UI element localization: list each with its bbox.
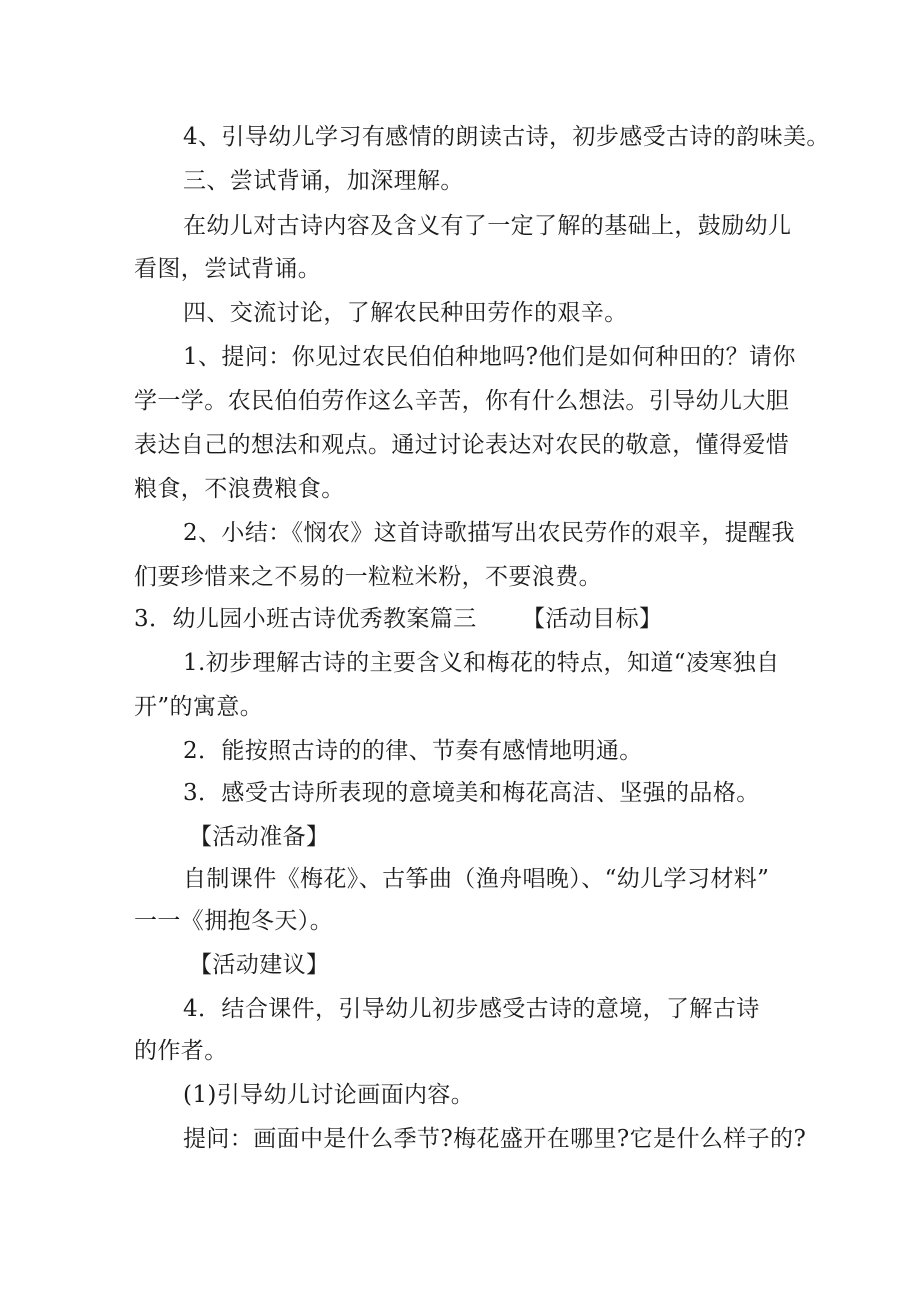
paragraph-line: 粮食，不浪费粮食。 xyxy=(134,476,345,502)
paragraph-line: 表达自己的想法和观点。通过讨论表达对农民的敬意，懂得爱惜 xyxy=(134,432,790,458)
paragraph-line: 一一《拥抱冬天）。 xyxy=(134,908,334,934)
section-heading: 四、交流讨论，了解农民种田劳作的艰辛。 xyxy=(183,300,628,326)
subheading-activity-goals: 【活动目标】 xyxy=(522,606,663,632)
paragraph-line: 看图，尝试背诵。 xyxy=(134,256,322,282)
subheading-activity-preparation: 【活动准备】 xyxy=(189,824,330,850)
paragraph-line: 1.初步理解古诗的主要含义和梅花的特点，知道“凌寒独自 xyxy=(183,650,780,676)
paragraph-line: 自制课件《梅花》、古筝曲（渔舟唱晚）、“幼儿学习材料” xyxy=(183,866,770,892)
paragraph-line: 提问：画面中是什么季节?梅花盛开在哪里?它是什么样子的? xyxy=(183,1126,807,1152)
subheading-activity-suggestions: 【活动建议】 xyxy=(189,952,330,978)
paragraph-line: 2、小结：《悯农》这首诗歌描写出农民劳作的艰辛，提醒我 xyxy=(183,520,795,546)
paragraph-line: 学一学。农民伯伯劳作这么辛苦，你有什么想法。引导幼儿大胆 xyxy=(134,388,790,414)
paragraph-line: 4．结合课件，引导幼儿初步感受古诗的意境，了解古诗 xyxy=(183,996,760,1022)
paragraph-line: 们要珍惜来之不易的一粒粒米粉，不要浪费。 xyxy=(134,564,602,590)
paragraph-line: 开”的寓意。 xyxy=(134,694,264,720)
section-heading: 三、尝试背诵，加深理解。 xyxy=(183,168,464,194)
lesson-title: 3．幼儿园小班古诗优秀教案篇三 xyxy=(134,606,477,632)
paragraph-line: 3．感受古诗所表现的意境美和梅花高洁、坚强的品格。 xyxy=(183,780,760,806)
paragraph-line: 2．能按照古诗的的律、节奏有感情地明通。 xyxy=(183,738,643,764)
paragraph-line: 4、引导幼儿学习有感情的朗读古诗，初步感受古诗的韵味美。 xyxy=(183,124,830,150)
paragraph-line: 1、提问：你见过农民伯伯种地吗?他们是如何种田的？请你 xyxy=(183,344,796,370)
paragraph-line: 的作者。 xyxy=(134,1038,228,1064)
paragraph-line: (1)引导幼儿讨论画面内容。 xyxy=(183,1082,475,1108)
paragraph-line: 在幼儿对古诗内容及含义有了一定了解的基础上，鼓励幼儿 xyxy=(183,213,792,239)
